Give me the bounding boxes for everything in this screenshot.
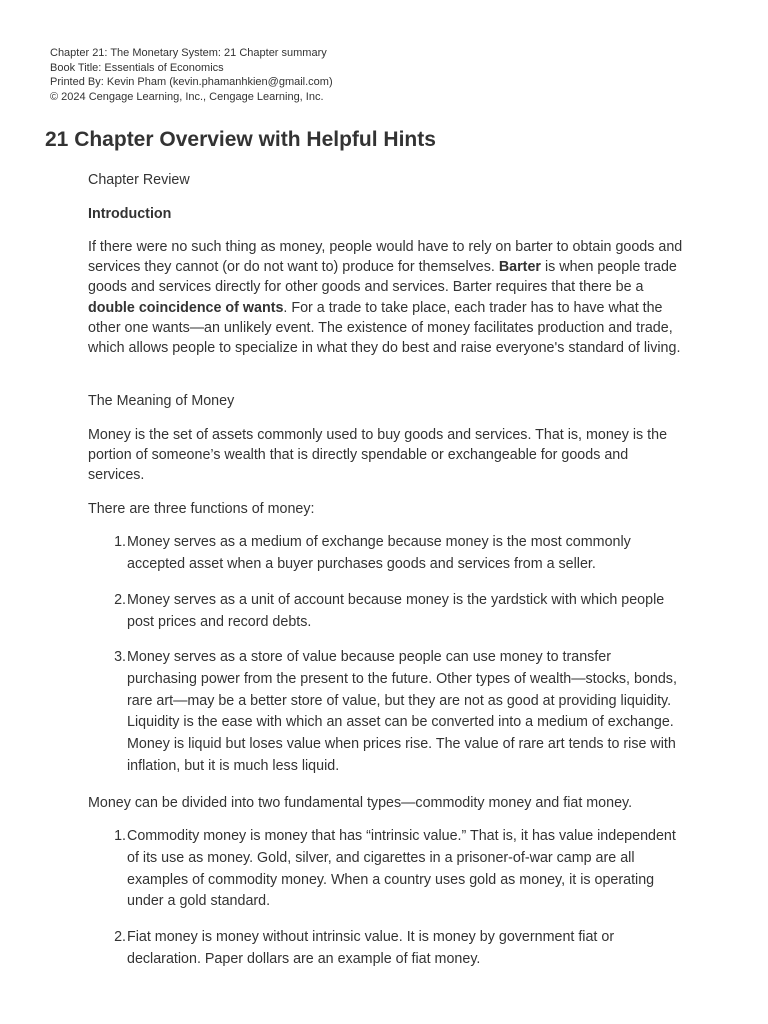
list-text: Money serves as a store of value because people can use money to transfer purchasing power from the present to the future. Other types of wealth—stocks, bonds, rare art—may be a better store of value, but they are not as good at providing liquidity. Liquidity is the ease with which an asset can be converted into a medium of exchange. Money is liquid but loses value when prices rise. The value of rare art tends to rise with inflation, but it is much less liquid. (127, 649, 677, 774)
list-text: Money serves as a unit of account because money is the yardstick with which people post prices and record debts. (127, 592, 665, 630)
double-coincidence-term: double coincidence of wants (88, 299, 284, 316)
introduction-paragraph (88, 237, 684, 358)
meaning-of-money-heading: The Meaning of Money (88, 393, 235, 409)
list-number: 3. (114, 649, 126, 665)
money-definition-paragraph: Money is the set of assets commonly used to buy goods and services. That is, money is the portion of someone’s wealth that is directly spendable or exchangeable for goods and services. (88, 427, 668, 484)
page-title: 21 Chapter Overview with Helpful Hints (45, 128, 436, 151)
list-text: Money serves as a medium of exchange because money is the most commonly accepted asset when a buyer purchases goods and services from a seller. (127, 534, 631, 572)
intro-text-2: is when people trade goods and services directly for other goods and services. Barter requires that there be a (88, 259, 677, 296)
list-number: 2. (114, 592, 126, 608)
intro-text-3: . For a trade to take place, each trader has to have what the other one wants—an unlikely event. The existence of money facilitates production and trade, which allows people to specialize in what they do best and raise everyone's standard of living. (88, 299, 681, 357)
money-types-intro: Money can be divided into two fundamental types—commodity money and fiat money. (88, 795, 633, 811)
meta-printed-by: Printed By: Kevin Pham (kevin.phamanhkien@gmail.com) (50, 76, 333, 88)
barter-term: Barter (498, 259, 541, 276)
meta-copyright: © 2024 Cengage Learning, Inc., Cengage Learning, Inc. (50, 90, 324, 103)
meta-chapter: Chapter 21: The Monetary System: 21 Chapter summary (50, 47, 327, 59)
print-metadata (50, 46, 333, 104)
intro-text-1: If there were no such thing as money, people would have to rely on barter to obtain goods and services they cannot (or do not want to) produce for themselves. (88, 239, 683, 276)
list-number: 1. (114, 828, 126, 844)
list-number: 2. (114, 929, 126, 945)
three-functions-intro: There are three functions of money: (88, 501, 315, 517)
list-text: Commodity money is money that has “intrinsic value.” That is, it has value independent of its use as money. Gold, silver, and cigarettes in a prisoner-of-war camp are all examples of commodity money. When a country uses gold as money, it is operating under a gold standard. (127, 828, 676, 910)
list-text: Fiat money is money without intrinsic value. It is money by government fiat or declaration. Paper dollars are an example of fiat money. (127, 929, 615, 967)
meta-book-title: Book Title: Essentials of Economics (50, 61, 224, 74)
chapter-review-label: Chapter Review (88, 172, 190, 188)
list-number: 1. (114, 534, 126, 550)
introduction-heading: Introduction (88, 206, 172, 222)
